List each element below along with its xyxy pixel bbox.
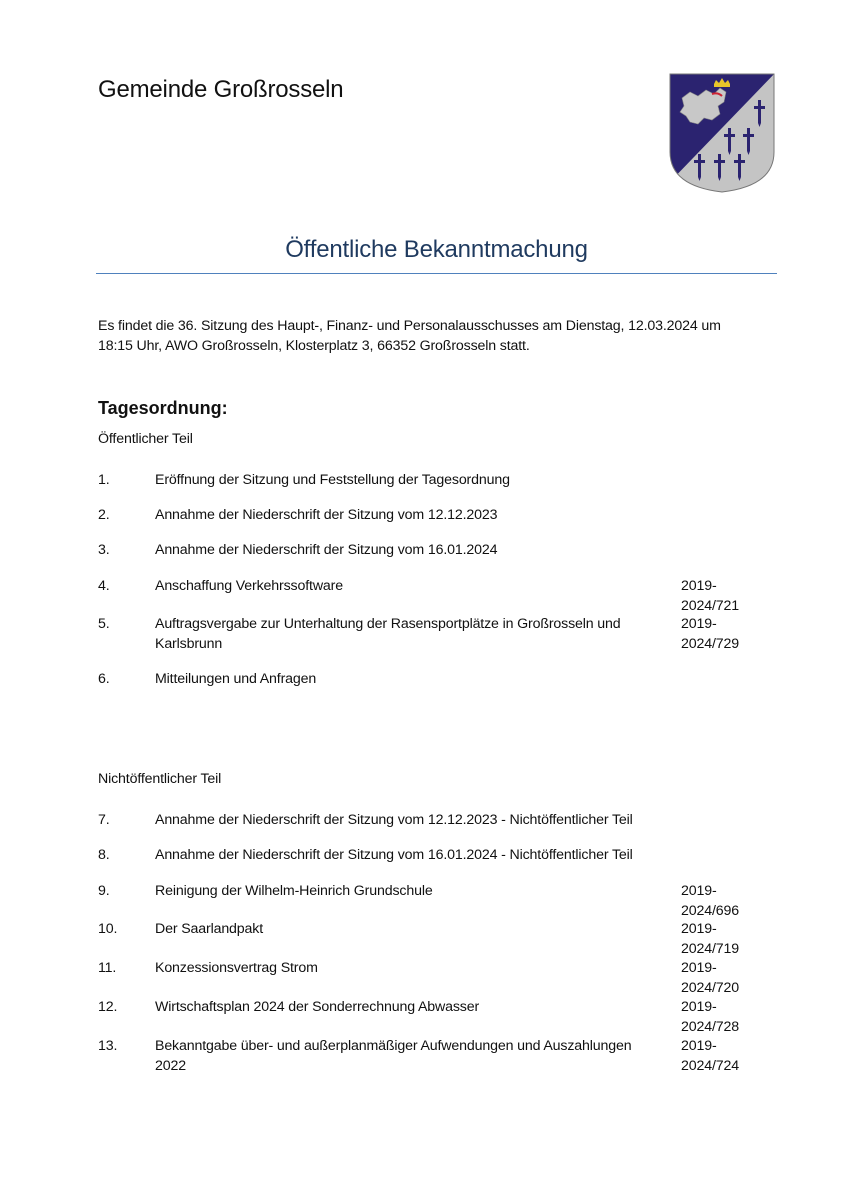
reference-line-2: 2024/719 <box>681 941 739 957</box>
item-number: 6. <box>98 671 110 687</box>
reference-line-1: 2019- <box>681 960 717 976</box>
reference-line-2: 2024/724 <box>681 1058 739 1074</box>
item-reference <box>681 997 761 1037</box>
reference-line-1: 2019- <box>681 999 717 1015</box>
item-reference <box>681 614 761 654</box>
item-number: 13. <box>98 1038 118 1054</box>
intro-paragraph <box>98 316 758 356</box>
item-text: Bekanntgabe über- und außerplanmäßiger Aufwendungen und Auszahlungen 2022 <box>155 1038 632 1074</box>
page-title: Öffentliche Bekanntmachung <box>285 236 588 263</box>
item-text: Anschaffung Verkehrssoftware <box>155 578 343 594</box>
reference-line-2: 2024/696 <box>681 903 739 919</box>
reference-line-1: 2019- <box>681 616 717 632</box>
item-text: Eröffnung der Sitzung und Feststellung der Tagesordnung <box>155 472 510 488</box>
intro-line-2: 18:15 Uhr, AWO Großrosseln, Klosterplatz 3, 66352 Großrosseln statt. <box>98 338 530 354</box>
coat-of-arms-icon <box>668 72 776 194</box>
item-number: 3. <box>98 542 110 558</box>
reference-line-2: 2024/721 <box>681 598 739 614</box>
item-text: Reinigung der Wilhelm-Heinrich Grundschule <box>155 883 433 899</box>
item-text: Konzessionsvertrag Strom <box>155 960 318 976</box>
item-number: 11. <box>98 960 117 976</box>
item-number: 12. <box>98 999 118 1015</box>
item-reference <box>681 1036 761 1076</box>
intro-line-1: Es findet die 36. Sitzung des Haupt-, Finanz- und Personalausschusses am Dienstag, 12.03.2024 um <box>98 318 721 334</box>
reference-line-2: 2024/729 <box>681 636 739 652</box>
item-number: 8. <box>98 847 110 863</box>
item-text: Annahme der Niederschrift der Sitzung vom 16.01.2024 <box>155 542 498 558</box>
item-text: Auftragsvergabe zur Unterhaltung der Rasensportplätze in Großrosseln und Karlsbrunn <box>155 616 621 652</box>
item-text: Mitteilungen und Anfragen <box>155 671 317 687</box>
item-reference <box>681 919 761 959</box>
item-number: 4. <box>98 578 110 594</box>
reference-line-1: 2019- <box>681 883 717 899</box>
item-number: 10. <box>98 921 118 937</box>
item-text: Der Saarlandpakt <box>155 921 264 937</box>
item-number: 7. <box>98 812 110 828</box>
item-text: Wirtschaftsplan 2024 der Sonderrechnung Abwasser <box>155 999 480 1015</box>
item-text: Annahme der Niederschrift der Sitzung vom 12.12.2023 <box>155 507 498 523</box>
nonpublic-section-label: Nichtöffentlicher Teil <box>98 771 222 787</box>
item-number: 9. <box>98 883 110 899</box>
public-section-label: Öffentlicher Teil <box>98 431 193 447</box>
item-reference <box>681 881 761 921</box>
municipality-name: Gemeinde Großrosseln <box>98 76 344 103</box>
item-text: Annahme der Niederschrift der Sitzung vom 12.12.2023 - Nichtöffentlicher Teil <box>155 812 633 828</box>
reference-line-1: 2019- <box>681 1038 717 1054</box>
agenda-heading: Tagesordnung: <box>98 398 228 418</box>
reference-line-2: 2024/720 <box>681 980 739 996</box>
item-reference <box>681 958 761 998</box>
reference-line-2: 2024/728 <box>681 1019 739 1035</box>
item-text: Annahme der Niederschrift der Sitzung vom 16.01.2024 - Nichtöffentlicher Teil <box>155 847 633 863</box>
item-number: 1. <box>98 472 110 488</box>
title-divider <box>96 273 777 274</box>
reference-line-1: 2019- <box>681 578 717 594</box>
item-number: 2. <box>98 507 110 523</box>
reference-line-1: 2019- <box>681 921 717 937</box>
item-reference <box>681 576 761 616</box>
item-number: 5. <box>98 616 110 632</box>
